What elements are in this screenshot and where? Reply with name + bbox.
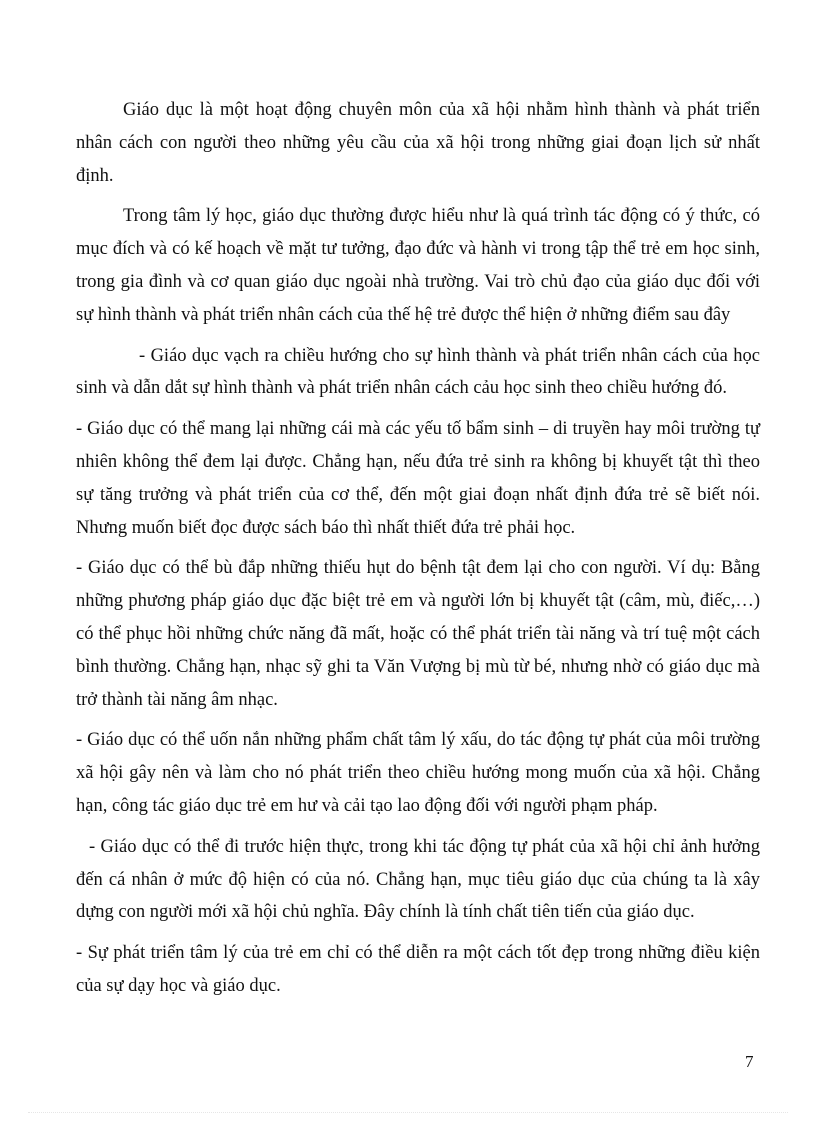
bullet-correction: - Giáo dục có thể uốn nắn những phẩm chất tâm lý xấu, do tác động tự phát của môi trường xã hội gây nên và làm cho nó phát triển theo chiều hướng mong muốn của xã hội. Chẳng hạn, công tác giáo dục trẻ em hư và cải tạo lao động đối với người phạm pháp. [76,730,760,816]
bullet-innate-factors: - Giáo dục có thể mang lại những cái mà các yếu tố bẩm sinh – di truyền hay môi trường tự nhiên không thể đem lại được. Chẳng hạn, nếu đứa trẻ sinh ra không bị khuyết tật thì theo sự tăng trưởng và phát triển của cơ thể, đến một giai đoạn nhất định đứa trẻ sẽ biết nói. Nhưng muốn biết đọc được sách báo thì nhất thiết đứa trẻ phải học. [76,419,760,538]
page-number: 7 [745,1052,754,1071]
footer-divider [28,1112,788,1113]
bullet-development-conditions: - Sự phát triển tâm lý của trẻ em chỉ có thể diễn ra một cách tốt đẹp trong những điều kiện của sự dạy học và giáo dục. [76,943,760,996]
bullet-compensation: - Giáo dục có thể bù đắp những thiếu hụt do bệnh tật đem lại cho con người. Ví dụ: Bằng những phương pháp giáo dục đặc biệt trẻ em và người lớn bị khuyết tật (câm, mù, điếc,…) có thể phục hồi những chức năng đã mất, hoặc có thể phát triển tài năng và trí tuệ một cách bình thường. Chẳng hạn, nhạc sỹ ghi ta Văn Vượng bị mù từ bé, nhưng nhờ có giáo dục mà trở thành tài năng âm nhạc. [76,558,760,710]
paragraph-definition: Giáo dục là một hoạt động chuyên môn của xã hội nhằm hình thành và phát triển nhân cách con người theo những yêu cầu của xã hội trong những giai đoạn lịch sử nhất định. [76,100,760,186]
bullet-ahead-of-reality: - Giáo dục có thể đi trước hiện thực, trong khi tác động tự phát của xã hội chỉ ảnh hưởng đến cá nhân ở mức độ hiện có của nó. Chẳng hạn, mục tiêu giáo dục của chúng ta là xây dựng con người mới xã hội chủ nghĩa. Đây chính là tính chất tiên tiến của giáo dục. [76,836,760,923]
paragraph-psychology: Trong tâm lý học, giáo dục thường được hiểu như là quá trình tác động có ý thức, có mục đích và có kế hoạch về mặt tư tưởng, đạo đức và hành vi trong tập thể trẻ em học sinh, trong gia đình và cơ quan giáo dục ngoài nhà trường. Vai trò chủ đạo của giáo dục đối với sự hình thành và phát triển nhân cách của thế hệ trẻ được thể hiện ở những điểm sau đây [76,206,760,325]
document-body [76,94,760,1003]
bullet-orientation: - Giáo dục vạch ra chiều hướng cho sự hình thành và phát triển nhân cách của học sinh và dẫn dắt sự hình thành và phát triển nhân cách cảu học sinh theo chiều hướng đó. [76,345,760,399]
